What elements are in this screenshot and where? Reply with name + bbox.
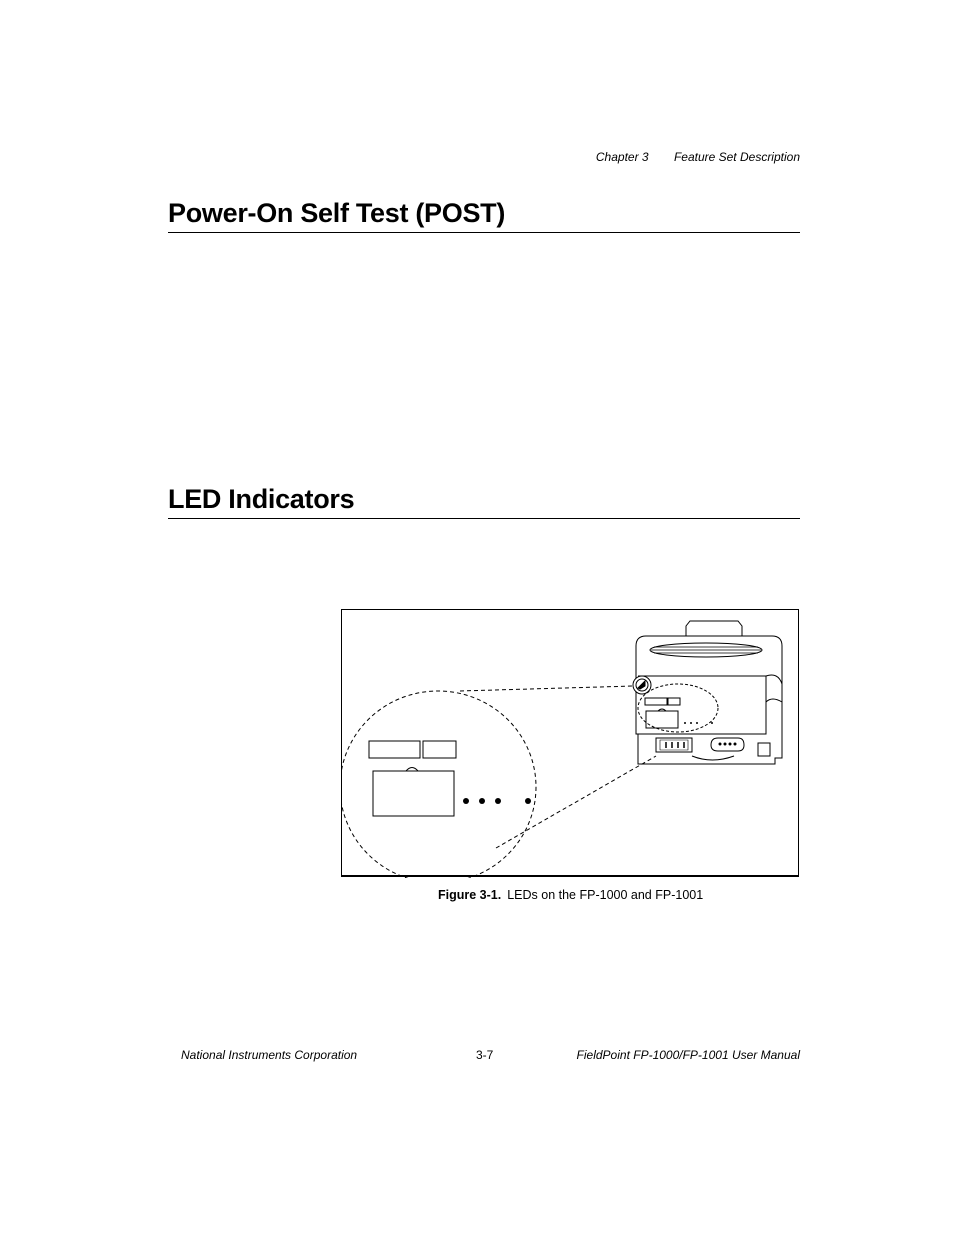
figure-caption-text: LEDs on the FP-1000 and FP-1001	[507, 888, 704, 902]
section-title-led-indicators: LED Indicators	[168, 484, 800, 519]
led-dot	[479, 798, 485, 804]
figure-leds	[341, 609, 799, 877]
device-led-dot	[690, 722, 692, 724]
led-panel	[373, 771, 454, 816]
figure-caption	[438, 888, 703, 902]
led-dot	[525, 798, 531, 804]
device-led-dot	[696, 722, 698, 724]
chapter-number: Chapter 3	[595, 150, 649, 164]
fp-1000-illustration	[342, 610, 800, 878]
magnified-callout	[342, 691, 536, 878]
device-body	[636, 636, 782, 764]
led-label-small	[423, 741, 456, 758]
device-handle	[686, 621, 742, 638]
footer-page-number: 3-7	[476, 1048, 494, 1062]
footer-company: National Instruments Corporation	[181, 1048, 358, 1062]
led-dot	[463, 798, 469, 804]
running-header	[574, 150, 800, 164]
led-label-large	[369, 741, 420, 758]
led-dot	[495, 798, 501, 804]
section-title-post: Power-On Self Test (POST)	[168, 198, 800, 233]
chapter-title: Feature Set Description	[673, 150, 800, 164]
device-led-dot	[684, 722, 686, 724]
device-led-dot	[711, 722, 713, 724]
footer-manual-title: FieldPoint FP-1000/FP-1001 User Manual	[576, 1048, 800, 1062]
figure-label: Figure 3-1.	[438, 888, 502, 902]
